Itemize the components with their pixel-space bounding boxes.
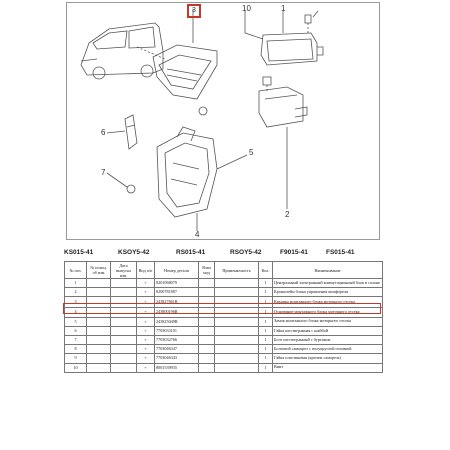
callout-1: 1 <box>281 4 286 13</box>
table-row <box>65 326 383 335</box>
part-number-cell: 7703033101 <box>155 326 199 335</box>
table-row <box>65 279 383 288</box>
ecu-drawing <box>261 15 323 65</box>
part-name-cell: Основание монтажного блока моторного отсека <box>273 308 383 317</box>
callout-5: 5 <box>249 148 254 157</box>
part-number-cell: 243800196R <box>155 308 199 317</box>
pos-cell: 1 <box>65 279 87 288</box>
part-name-cell: Гайка пластиковая (крепеж самореза) <box>273 354 383 363</box>
qty-cell: 1 <box>259 345 273 354</box>
pos-cell: 8 <box>65 345 87 354</box>
part-number-cell: 7703046347 <box>155 345 199 354</box>
flag-cell: + <box>137 297 155 308</box>
part-number-cell: 243825049R <box>155 317 199 326</box>
base-drawing <box>157 127 217 217</box>
callout-6: 6 <box>101 128 106 137</box>
col-header: Дата выпуска изм. <box>111 262 137 279</box>
part-number-cell: 243827661R <box>155 297 199 308</box>
pos-cell: 6 <box>65 326 87 335</box>
qty-cell: 1 <box>259 354 273 363</box>
version-code: KSOY5-42 <box>118 249 150 256</box>
version-code: KS015-41 <box>64 249 94 256</box>
table-row <box>65 288 383 297</box>
table-row <box>65 317 383 326</box>
col-header: Взаи мод <box>199 262 215 279</box>
pos-cell: 2 <box>65 288 87 297</box>
qty-cell: 1 <box>259 317 273 326</box>
pos-cell: 10 <box>65 363 87 372</box>
part-number-cell: 7703032766 <box>155 335 199 344</box>
qty-cell: 1 <box>259 335 273 344</box>
version-code: FS015-41 <box>326 249 355 256</box>
pos-cell: 3 <box>65 297 87 308</box>
pos-cell: 4 <box>65 308 87 317</box>
pos-cell: 5 <box>65 317 87 326</box>
part-name-cell: Кронштейн блока управления комфортом <box>273 288 383 297</box>
qty-cell: 1 <box>259 279 273 288</box>
part-number-cell: 7703046343 <box>155 354 199 363</box>
qty-cell: 1 <box>259 308 273 317</box>
flag-cell: + <box>137 345 155 354</box>
table-row <box>65 363 383 372</box>
qty-cell: 1 <box>259 297 273 308</box>
qty-cell: 1 <box>259 363 273 372</box>
qty-cell: 1 <box>259 288 273 297</box>
parts-table <box>64 261 383 373</box>
part-number-cell: 8200781887 <box>155 288 199 297</box>
table-header-row <box>65 262 383 279</box>
table-row <box>65 308 383 317</box>
part-name-cell: Болт шестигранный с буртиком <box>273 335 383 344</box>
version-codes-row <box>64 247 382 259</box>
table-row <box>65 335 383 344</box>
part-name-cell: Винт <box>273 363 383 372</box>
col-header: Номер детали <box>155 262 199 279</box>
flag-cell: + <box>137 335 155 344</box>
col-header: Кол. <box>259 262 273 279</box>
callout-2: 2 <box>285 210 290 219</box>
part-name-cell: Гайка шестигранная с шайбой <box>273 326 383 335</box>
flag-cell: + <box>137 363 155 372</box>
flag-cell: + <box>137 279 155 288</box>
table-row <box>65 345 383 354</box>
table-row-highlighted <box>65 297 383 308</box>
col-header: Применяемость <box>215 262 259 279</box>
callout-7: 7 <box>101 168 106 177</box>
part-name-cell: Центральный электронный коммутационный блок в салоне <box>273 279 383 288</box>
version-code: RSOY5-42 <box>230 249 262 256</box>
part-number-cell: 8201068079 <box>155 279 199 288</box>
bracket-drawing <box>259 77 307 127</box>
exploded-view-illustration <box>66 2 380 240</box>
pos-cell: 9 <box>65 354 87 363</box>
table-row <box>65 354 383 363</box>
part-name-cell: Замок монтажного блока моторного отсека <box>273 317 383 326</box>
col-header: Вид п/п <box>137 262 155 279</box>
flag-cell: + <box>137 317 155 326</box>
flag-cell: + <box>137 354 155 363</box>
part-number-cell: 8001539935 <box>155 363 199 372</box>
flag-cell: + <box>137 326 155 335</box>
callout-4: 4 <box>195 230 200 239</box>
qty-cell: 1 <box>259 326 273 335</box>
version-code: RS015-41 <box>176 249 206 256</box>
pos-cell: 7 <box>65 335 87 344</box>
col-header: № поз. <box>65 262 87 279</box>
callout-10: 10 <box>242 4 251 13</box>
col-header: № позиц. об изм <box>87 262 111 279</box>
flag-cell: + <box>137 308 155 317</box>
part-name-cell: Болтовой самокрез с полукруглой головкой <box>273 345 383 354</box>
van-drawing <box>81 23 163 79</box>
col-header: Наименование <box>273 262 383 279</box>
version-code: F9015-41 <box>280 249 308 256</box>
part-name-cell: Крышка монтажного блока моторного отсека <box>273 297 383 308</box>
exploded-view-drawing <box>67 3 379 239</box>
callout-3-highlighted: 3 <box>187 4 201 18</box>
flag-cell: + <box>137 288 155 297</box>
